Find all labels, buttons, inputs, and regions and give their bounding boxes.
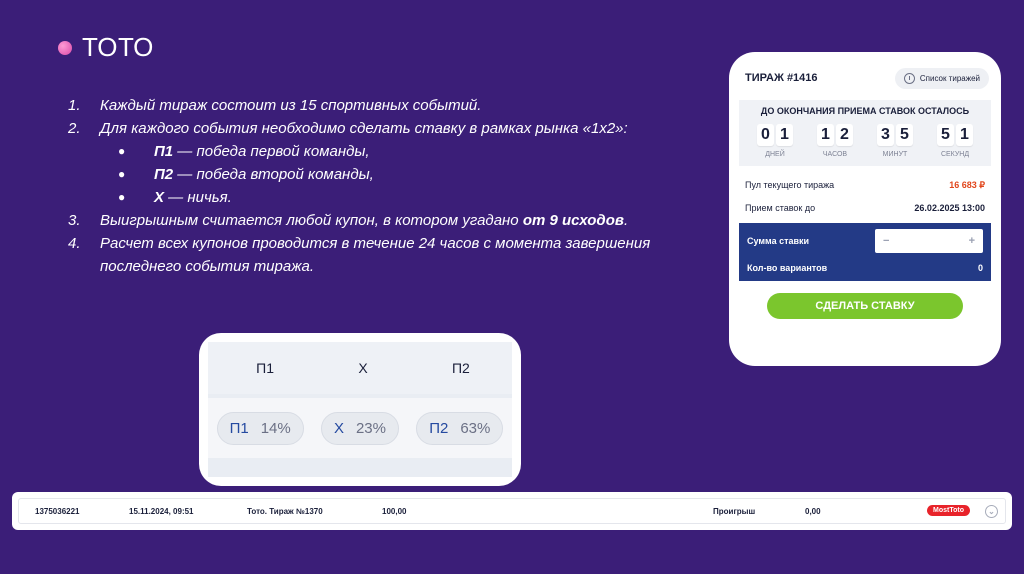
countdown-digit: 1 (817, 124, 834, 146)
countdown-digit: 1 (776, 124, 793, 146)
bet-status: Проигрыш (713, 507, 756, 516)
bet-history-row[interactable] (18, 498, 1006, 524)
slide-header (58, 32, 154, 63)
make-bet-button[interactable]: СДЕЛАТЬ СТАВКУ (767, 293, 963, 319)
rule-text: Для каждого события необходимо сделать ставку в рамках рынка «1х2»: (100, 120, 628, 137)
countdown-digit: 2 (836, 124, 853, 146)
plus-button[interactable]: + (968, 235, 975, 247)
sub-bullet: ● (118, 167, 126, 181)
title-bullet-icon (58, 41, 72, 55)
chevron-down-icon[interactable]: ⌄ (985, 505, 998, 518)
pill-name: Х (333, 419, 344, 437)
countdown (739, 100, 991, 166)
variants-value: 0 (977, 263, 983, 273)
minus-button[interactable]: − (883, 235, 890, 247)
variants-label: Кол-во вариантов (747, 263, 828, 273)
rule-number: 1. (68, 97, 81, 114)
countdown-unit (817, 124, 853, 158)
countdown-digit: 5 (896, 124, 913, 146)
bet-event: Тото. Тираж №1370 (247, 507, 323, 516)
outcome-desc: — победа второй команды, (173, 166, 374, 183)
countdown-unit (877, 124, 913, 158)
draw-panel-card (729, 52, 1001, 366)
countdown-caption: ДО ОКОНЧАНИЯ ПРИЕМА СТАВОК ОСТАЛОСЬ (760, 106, 970, 116)
rule-text: Расчет всех купонов проводится в течение 24 часов с момента завершения последнего события тиража. (100, 235, 651, 275)
outcome-pills (208, 398, 512, 458)
countdown-digit: 0 (757, 124, 774, 146)
stake-row (747, 229, 983, 253)
outcome-header-x: Х (358, 360, 368, 376)
outcome-panel (208, 342, 512, 477)
pool-row (737, 180, 993, 191)
clock-icon (904, 73, 915, 84)
stake-box (739, 223, 991, 281)
bet-id: 1375036221 (35, 507, 80, 516)
outcome-sub-item (118, 140, 668, 163)
rule-number: 3. (68, 212, 81, 229)
pill-name: П1 (229, 419, 249, 437)
rule-item (68, 209, 668, 232)
countdown-label: СЕКУНД (940, 151, 970, 158)
rule-text-part: Выигрышным считается любой купон, в котором угадано (100, 212, 523, 229)
rule-number: 2. (68, 120, 81, 137)
stake-stepper[interactable] (875, 229, 983, 253)
brand-badge: MostToto (927, 505, 970, 516)
countdown-unit (937, 124, 973, 158)
outcome-pill-p2[interactable] (416, 412, 503, 445)
outcome-header-p2: П2 (451, 360, 470, 376)
pool-label: Пул текущего тиража (745, 180, 835, 190)
pill-percent: 63% (460, 419, 491, 437)
outcome-key: П1 (154, 143, 174, 160)
deadline-label: Прием ставок до (745, 203, 816, 213)
slide-title: ТОТО (82, 32, 154, 62)
outcome-desc: — ничья. (164, 189, 232, 206)
bet-payout: 0,00 (805, 507, 821, 516)
bet-history-strip (12, 492, 1012, 530)
countdown-digit: 1 (956, 124, 973, 146)
countdown-label: ДНЕЙ (765, 151, 785, 158)
rule-item (68, 232, 668, 278)
bet-datetime: 15.11.2024, 09:51 (129, 507, 194, 516)
outcome-key: П2 (154, 166, 174, 183)
countdown-digit: 3 (877, 124, 894, 146)
rules-list (68, 94, 668, 278)
outcome-pill-x[interactable] (321, 412, 399, 445)
rule-text-emphasis: от 9 исходов (522, 212, 624, 229)
outcome-header-p1: П1 (256, 360, 275, 376)
countdown-digit: 5 (937, 124, 954, 146)
rule-text: Каждый тираж состоит из 15 спортивных событий. (100, 97, 482, 114)
pill-name: П2 (429, 419, 449, 437)
deadline-row (737, 203, 993, 213)
outcome-card (199, 333, 521, 486)
deadline-value: 26.02.2025 13:00 (914, 203, 985, 213)
countdown-row (745, 124, 985, 158)
draw-list-label: Список тиражей (919, 73, 980, 83)
outcome-pill-p1[interactable] (217, 412, 304, 445)
rule-text-part: . (623, 212, 629, 229)
sub-bullet: ● (118, 144, 126, 158)
draw-list-button[interactable] (895, 68, 989, 89)
countdown-unit (757, 124, 793, 158)
pill-percent: 23% (355, 419, 386, 437)
stake-label: Сумма ставки (747, 236, 810, 246)
countdown-label: МИНУТ (882, 151, 908, 158)
sub-bullet: ● (118, 190, 126, 204)
outcome-header (208, 342, 512, 394)
draw-panel (737, 60, 993, 358)
bet-amount: 100,00 (382, 507, 407, 516)
pool-value: 16 683 ₽ (949, 180, 985, 190)
outcome-desc: — победа первой команды, (173, 143, 370, 160)
draw-title: ТИРАЖ #1416 (745, 72, 818, 84)
countdown-label: ЧАСОВ (822, 151, 848, 158)
rule-item (68, 117, 668, 140)
variants-row (747, 263, 983, 273)
draw-header (737, 60, 993, 96)
outcome-sub-item (118, 186, 668, 209)
outcome-sub-item (118, 163, 668, 186)
pill-percent: 14% (260, 419, 291, 437)
rule-item (68, 94, 668, 117)
rule-number: 4. (68, 235, 81, 252)
rule-text (100, 209, 668, 232)
outcome-key: Х (154, 189, 165, 206)
